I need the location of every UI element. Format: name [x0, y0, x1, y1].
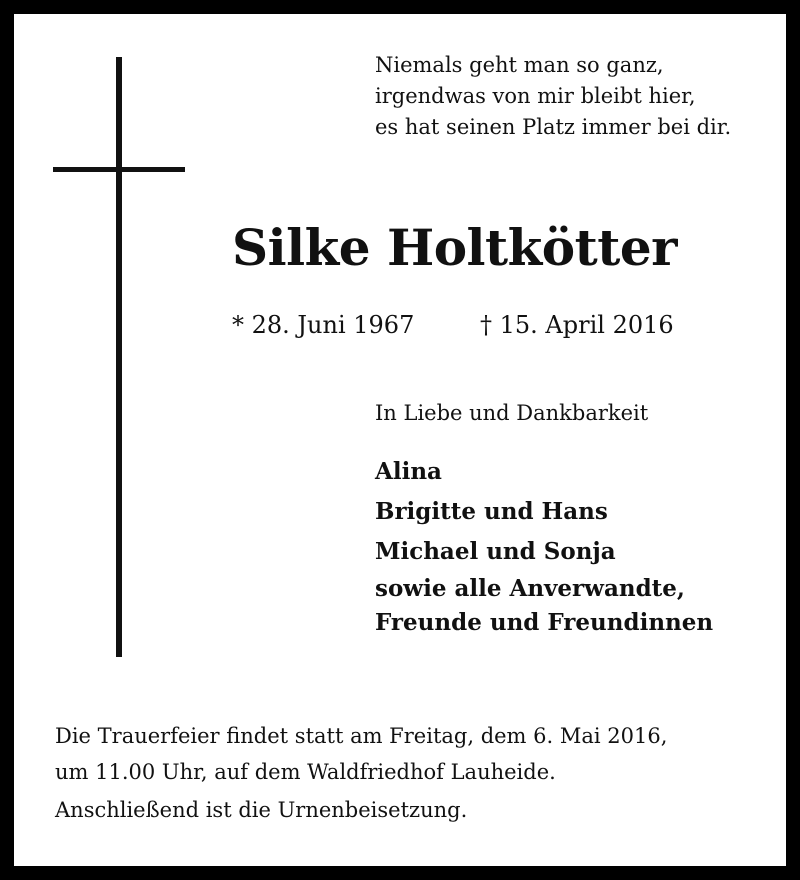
birth-date: * 28. Juni 1967 — [232, 311, 415, 339]
service-line: Die Trauerfeier findet statt am Freitag, dem 6. Mai 2016, — [55, 724, 668, 748]
mourner-name: sowie alle Anverwandte, — [375, 575, 685, 602]
service-line: Anschließend ist die Urnenbeisetzung. — [55, 798, 468, 822]
cross-vertical-bar — [116, 57, 122, 657]
deceased-name: Silke Holtkötter — [232, 218, 677, 277]
cross-horizontal-bar — [53, 167, 185, 172]
mourner-name: Brigitte und Hans — [375, 498, 608, 525]
poem-line: irgendwas von mir bleibt hier, — [375, 84, 696, 108]
mourner-name: Alina — [375, 458, 442, 485]
mourners-intro: In Liebe und Dankbarkeit — [375, 401, 649, 425]
poem-line: es hat seinen Platz immer bei dir. — [375, 115, 732, 139]
mourner-name: Freunde und Freundinnen — [375, 609, 714, 636]
poem-line: Niemals geht man so ganz, — [375, 53, 664, 77]
death-date: † 15. April 2016 — [480, 311, 674, 339]
mourner-name: Michael und Sonja — [375, 538, 616, 565]
service-line: um 11.00 Uhr, auf dem Waldfriedhof Lauheide. — [55, 760, 556, 784]
mourners-list — [375, 452, 713, 640]
service-notice — [55, 718, 667, 828]
poem — [375, 50, 775, 143]
